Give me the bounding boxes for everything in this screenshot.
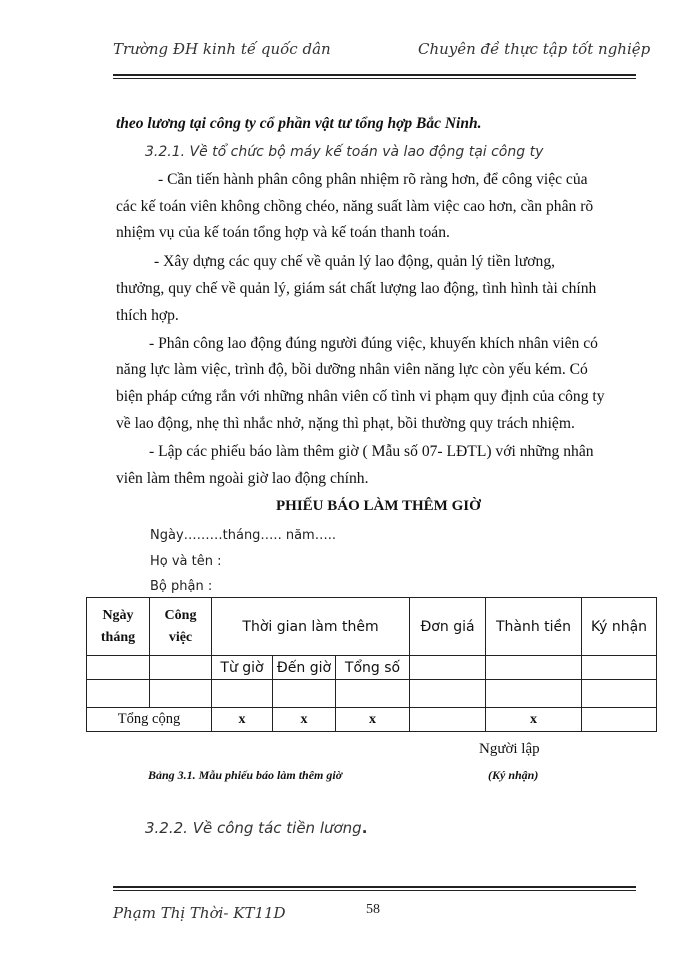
form-title: PHIẾU BÁO LÀM THÊM GIỜ (276, 498, 481, 514)
subsection-322-heading (145, 819, 367, 837)
header-day-month-line: tháng (100, 629, 136, 645)
header-day-month-line: Ngày (102, 607, 134, 623)
header-work (150, 598, 212, 656)
paragraph-line: về lao động, nhẹ thì nhắc nhở, nặng thì phạt, bồi thường quy trách nhiệm. (116, 415, 575, 432)
paragraph-line: thích hợp. (116, 307, 179, 324)
subheader-total-hours: Tổng số (336, 656, 410, 680)
subsection-321-heading: 3.2.1. Về tổ chức bộ máy kế toán và lao động tại công ty (145, 144, 544, 160)
overtime-form-table (86, 597, 657, 732)
subsection-322-period: . (361, 819, 368, 837)
paragraph-line: thưởng, quy chế về quản lý, giám sát chất lượng lao động, tình hình tài chính (116, 280, 597, 297)
header-rule-thin (113, 78, 636, 79)
page-number: 58 (366, 902, 380, 917)
paragraph-line: - Lập các phiếu báo làm thêm giờ ( Mẫu số 07- LĐTL) với những nhân (149, 443, 594, 460)
paragraph-line: năng lực làm việc, trình độ, bồi dưỡng nhân viên năng lực còn yếu kém. Có (116, 361, 588, 378)
header-unit-price: Đơn giá (410, 598, 486, 656)
paragraph-line: - Phân công lao động đúng người đúng việc, khuyến khích nhân viên có (149, 335, 598, 352)
form-name-label: Họ và tên : (150, 554, 222, 569)
table-total-row (87, 708, 657, 732)
table-caption: Bảng 3.1. Mẫu phiếu báo làm thêm giờ (148, 768, 343, 782)
footer-rule-thin (113, 890, 636, 891)
table-header-row (87, 598, 657, 656)
subsection-322-text: 3.2.2. Về công tác tiền lương (145, 819, 362, 837)
paragraph-line: nhiệm vụ của kế toán tổng hợp và kế toán thanh toán. (116, 224, 450, 241)
paragraph-line: - Cần tiến hành phân công phân nhiệm rõ ràng hơn, để công việc của (158, 171, 588, 188)
header-signature: Ký nhận (582, 598, 657, 656)
total-mark: x (273, 708, 336, 732)
subheader-from-hour: Từ giờ (212, 656, 273, 680)
table-subheader-row (87, 656, 657, 680)
subheader-to-hour: Đến giờ (273, 656, 336, 680)
total-mark: x (212, 708, 273, 732)
header-day-month (87, 598, 150, 656)
header-work-line: việc (168, 629, 193, 645)
form-dept-label: Bộ phận : (150, 579, 213, 594)
paragraph-line: biện pháp cứng rắn với những nhân viên cố tình vi phạm quy định của công ty (116, 388, 605, 405)
total-mark: x (336, 708, 410, 732)
section-heading-tail: theo lương tại công ty cổ phần vật tư tổng hợp Bắc Ninh. (116, 115, 482, 132)
header-rule (113, 74, 636, 76)
total-mark: x (486, 708, 582, 732)
header-overtime: Thời gian làm thêm (212, 598, 410, 656)
form-date-line: Ngày………tháng….. năm….. (150, 528, 336, 543)
header-school: Trường ĐH kinh tế quốc dân (113, 40, 331, 58)
footer-rule (113, 886, 636, 888)
paragraph-line: các kế toán viên không chồng chéo, năng suất làm việc cao hơn, cần phân rõ (116, 198, 594, 215)
preparer-label: Người lập (479, 741, 540, 757)
paragraph-line: - Xây dựng các quy chế về quản lý lao động, quản lý tiền lương, (154, 253, 556, 270)
header-amount: Thành tiền (486, 598, 582, 656)
total-label: Tổng cộng (87, 708, 212, 732)
table-row (87, 680, 657, 708)
header-work-line: Công (164, 607, 197, 623)
signature-note: (Ký nhận) (488, 768, 539, 782)
paragraph-line: viên làm thêm ngoài giờ lao động chính. (116, 470, 369, 487)
footer-author: Phạm Thị Thời- KT11D (113, 904, 286, 922)
header-report-title: Chuyên đề thực tập tốt nghiệp (418, 40, 651, 58)
